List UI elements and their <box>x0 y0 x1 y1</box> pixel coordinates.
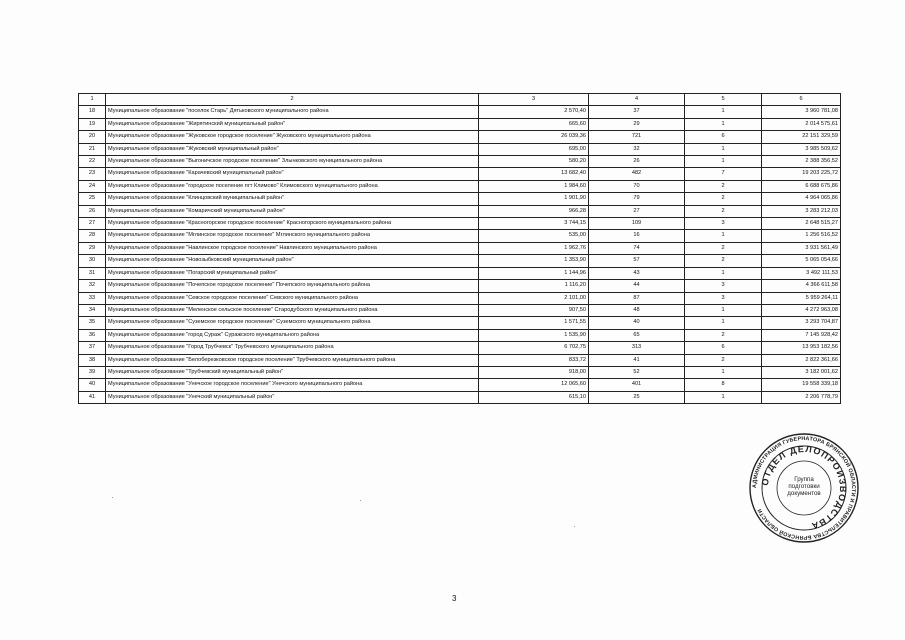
row-name-cell: Муниципальное образование "Мглинское городское поселение" Мглинского муниципального района <box>106 230 479 242</box>
row-count-cell: 32 <box>589 143 685 155</box>
row-area-cell: 12 065,60 <box>479 379 589 391</box>
row-number-cell: 32 <box>79 280 106 292</box>
row-count-cell: 70 <box>589 180 685 192</box>
header-cell-5: 5 <box>685 94 762 106</box>
row-name-cell: Муниципальное образование "поселок Старь" Дятьковского муниципального района <box>106 106 479 118</box>
row-area-cell: 1 901,90 <box>479 193 589 205</box>
header-cell-4: 4 <box>589 94 685 106</box>
row-count-cell: 482 <box>589 168 685 180</box>
row-number-cell: 24 <box>79 180 106 192</box>
page-number: 3 <box>452 594 457 603</box>
row-units-cell: 1 <box>685 106 762 118</box>
row-count-cell: 25 <box>589 391 685 403</box>
stamp-dept-text: ОТДЕЛ ДЕЛОПРОИЗВОДСТВА <box>759 443 849 532</box>
row-amount-cell: 5 065 054,66 <box>762 255 841 267</box>
row-count-cell: 48 <box>589 304 685 316</box>
row-amount-cell: 4 366 611,58 <box>762 280 841 292</box>
table-row <box>79 366 841 378</box>
row-amount-cell: 3 960 781,08 <box>762 106 841 118</box>
row-number-cell: 27 <box>79 218 106 230</box>
row-amount-cell: 3 492 111,53 <box>762 267 841 279</box>
row-number-cell: 35 <box>79 317 106 329</box>
row-units-cell: 1 <box>685 366 762 378</box>
row-name-cell: Муниципальное образование "Клинцовский муниципальный район" <box>106 193 479 205</box>
row-amount-cell: 13 953 182,56 <box>762 342 841 354</box>
row-count-cell: 79 <box>589 193 685 205</box>
row-name-cell: Муниципальное образование "Новозыбковский муниципальный район" <box>106 255 479 267</box>
row-name-cell: Муниципальное образование "Погарский муниципальный район" <box>106 267 479 279</box>
row-area-cell: 3 744,15 <box>479 218 589 230</box>
table-row <box>79 379 841 391</box>
row-amount-cell: 3 931 561,49 <box>762 242 841 254</box>
row-area-cell: 13 682,40 <box>479 168 589 180</box>
row-area-cell: 580,20 <box>479 156 589 168</box>
row-units-cell: 3 <box>685 292 762 304</box>
row-amount-cell: 3 985 509,62 <box>762 143 841 155</box>
row-name-cell: Муниципальное образование "Белоберезковское городское поселение" Трубчевского муниципального района <box>106 354 479 366</box>
row-count-cell: 87 <box>589 292 685 304</box>
row-name-cell: Муниципальное образование "Трубчевский муниципальный район" <box>106 366 479 378</box>
row-count-cell: 721 <box>589 131 685 143</box>
row-area-cell: 665,60 <box>479 118 589 130</box>
row-name-cell: Муниципальное образование "Город Трубчевск" Трубчевского муниципального района <box>106 342 479 354</box>
row-name-cell: Муниципальное образование "Выгоничское городское поселение" Злынковского муниципального района <box>106 156 479 168</box>
header-cell-2: 2 <box>106 94 479 106</box>
row-number-cell: 38 <box>79 354 106 366</box>
row-count-cell: 57 <box>589 255 685 267</box>
row-number-cell: 37 <box>79 342 106 354</box>
row-units-cell: 6 <box>685 342 762 354</box>
row-amount-cell: 2 822 361,66 <box>762 354 841 366</box>
row-count-cell: 41 <box>589 354 685 366</box>
row-amount-cell: 19 558 339,18 <box>762 379 841 391</box>
row-units-cell: 2 <box>685 180 762 192</box>
row-units-cell: 2 <box>685 193 762 205</box>
row-area-cell: 1 571,55 <box>479 317 589 329</box>
row-area-cell: 907,50 <box>479 304 589 316</box>
row-count-cell: 37 <box>589 106 685 118</box>
row-count-cell: 27 <box>589 205 685 217</box>
row-amount-cell: 2 648 515,27 <box>762 218 841 230</box>
table-row <box>79 230 841 242</box>
row-name-cell: Муниципальное образование "Карачевский муниципальный район" <box>106 168 479 180</box>
official-stamp <box>748 432 860 544</box>
row-units-cell: 7 <box>685 168 762 180</box>
row-amount-cell: 22 151 329,59 <box>762 131 841 143</box>
row-area-cell: 2 570,40 <box>479 106 589 118</box>
row-number-cell: 21 <box>79 143 106 155</box>
row-area-cell: 1 144,96 <box>479 267 589 279</box>
table-row <box>79 317 841 329</box>
header-cell-3: 3 <box>479 94 589 106</box>
row-amount-cell: 4 272 963,08 <box>762 304 841 316</box>
row-number-cell: 40 <box>79 379 106 391</box>
row-name-cell: Муниципальное образование "Комаричский муниципальный район" <box>106 205 479 217</box>
row-name-cell: Муниципальное образование "Суземское городское поселение" Суземского муниципального района <box>106 317 479 329</box>
row-count-cell: 16 <box>589 230 685 242</box>
row-units-cell: 3 <box>685 280 762 292</box>
row-units-cell: 2 <box>685 255 762 267</box>
row-name-cell: Муниципальное образование "Красногорское городское поселение" Красногорского муниципального района <box>106 218 479 230</box>
row-amount-cell: 2 388 356,52 <box>762 156 841 168</box>
row-number-cell: 30 <box>79 255 106 267</box>
table-row <box>79 267 841 279</box>
row-amount-cell: 6 688 675,86 <box>762 180 841 192</box>
row-units-cell: 2 <box>685 329 762 341</box>
row-count-cell: 74 <box>589 242 685 254</box>
row-amount-cell: 3 283 212,03 <box>762 205 841 217</box>
table-row <box>79 205 841 217</box>
row-amount-cell: 1 256 516,52 <box>762 230 841 242</box>
row-name-cell: Муниципальное образование "Жуковское городское поселение" Жуковского муниципального района <box>106 131 479 143</box>
table-row <box>79 193 841 205</box>
row-count-cell: 29 <box>589 118 685 130</box>
row-amount-cell: 2 014 575,61 <box>762 118 841 130</box>
header-cell-6: 6 <box>762 94 841 106</box>
stamp-ring-text: АДМИНИСТРАЦИЯ ГУБЕРНАТОРА БРЯНСКОЙ ОБЛАСТИ И ПРАВИТЕЛЬСТВА БРЯНСКОЙ ОБЛАСТИ <box>751 435 857 541</box>
row-amount-cell: 3 293 704,87 <box>762 317 841 329</box>
row-name-cell: Муниципальное образование "городское поселение пгт Климово" Климовского муниципального района <box>106 180 479 192</box>
row-name-cell: Муниципальное образование "Меленское сельское поселение" Стародубского муниципального района <box>106 304 479 316</box>
row-units-cell: 1 <box>685 143 762 155</box>
row-name-cell: Муниципальное образование "Жирятинский муниципальный район" <box>106 118 479 130</box>
row-number-cell: 20 <box>79 131 106 143</box>
table-row <box>79 118 841 130</box>
row-amount-cell: 19 203 225,72 <box>762 168 841 180</box>
row-name-cell: Муниципальное образование "Унечский муниципальный район" <box>106 391 479 403</box>
row-number-cell: 41 <box>79 391 106 403</box>
row-number-cell: 19 <box>79 118 106 130</box>
row-amount-cell: 4 964 065,86 <box>762 193 841 205</box>
table-row <box>79 168 841 180</box>
row-number-cell: 18 <box>79 106 106 118</box>
table-row <box>79 156 841 168</box>
row-count-cell: 109 <box>589 218 685 230</box>
table-row <box>79 218 841 230</box>
row-number-cell: 36 <box>79 329 106 341</box>
row-units-cell: 2 <box>685 242 762 254</box>
table-row <box>79 354 841 366</box>
table-row <box>79 143 841 155</box>
row-units-cell: 1 <box>685 156 762 168</box>
table-row <box>79 242 841 254</box>
row-units-cell: 1 <box>685 118 762 130</box>
row-units-cell: 1 <box>685 317 762 329</box>
row-area-cell: 615,10 <box>479 391 589 403</box>
table-row <box>79 304 841 316</box>
row-area-cell: 1 984,60 <box>479 180 589 192</box>
scan-speck <box>360 500 361 501</box>
scan-speck <box>112 497 113 498</box>
row-units-cell: 3 <box>685 218 762 230</box>
row-area-cell: 26 039,36 <box>479 131 589 143</box>
row-count-cell: 44 <box>589 280 685 292</box>
row-name-cell: Муниципальное образование "Унечское городское поселение" Унечского муниципального района <box>106 379 479 391</box>
row-area-cell: 2 101,00 <box>479 292 589 304</box>
row-area-cell: 1 535,90 <box>479 329 589 341</box>
table-header-row <box>79 94 841 106</box>
row-area-cell: 6 702,75 <box>479 342 589 354</box>
stamp-center-text: Группа подготовки документов <box>787 476 821 497</box>
row-units-cell: 8 <box>685 379 762 391</box>
row-number-cell: 29 <box>79 242 106 254</box>
row-count-cell: 52 <box>589 366 685 378</box>
row-count-cell: 26 <box>589 156 685 168</box>
row-amount-cell: 7 145 928,42 <box>762 329 841 341</box>
row-number-cell: 26 <box>79 205 106 217</box>
row-units-cell: 6 <box>685 131 762 143</box>
row-number-cell: 22 <box>79 156 106 168</box>
table-row <box>79 106 841 118</box>
row-count-cell: 43 <box>589 267 685 279</box>
table-row <box>79 391 841 403</box>
table-row <box>79 131 841 143</box>
row-number-cell: 28 <box>79 230 106 242</box>
table-row <box>79 342 841 354</box>
row-area-cell: 1 962,76 <box>479 242 589 254</box>
row-units-cell: 1 <box>685 230 762 242</box>
row-number-cell: 34 <box>79 304 106 316</box>
row-area-cell: 966,28 <box>479 205 589 217</box>
row-name-cell: Муниципальное образование "Почепское городское поселение" Почепского муниципального района <box>106 280 479 292</box>
row-units-cell: 1 <box>685 267 762 279</box>
row-amount-cell: 5 959 264,11 <box>762 292 841 304</box>
row-name-cell: Муниципальное образование "город Сураж" Суражского муниципального района <box>106 329 479 341</box>
row-area-cell: 695,00 <box>479 143 589 155</box>
row-units-cell: 1 <box>685 391 762 403</box>
row-count-cell: 40 <box>589 317 685 329</box>
row-area-cell: 918,00 <box>479 366 589 378</box>
row-number-cell: 39 <box>79 366 106 378</box>
row-area-cell: 833,72 <box>479 354 589 366</box>
table-row <box>79 255 841 267</box>
row-units-cell: 2 <box>685 354 762 366</box>
row-number-cell: 23 <box>79 168 106 180</box>
table-row <box>79 292 841 304</box>
table-row <box>79 180 841 192</box>
row-number-cell: 33 <box>79 292 106 304</box>
row-number-cell: 31 <box>79 267 106 279</box>
row-number-cell: 25 <box>79 193 106 205</box>
row-name-cell: Муниципальное образование "Жуковский муниципальный район" <box>106 143 479 155</box>
row-count-cell: 313 <box>589 342 685 354</box>
table-row <box>79 329 841 341</box>
table-body <box>79 94 841 404</box>
row-name-cell: Муниципальное образование "Севское городское поселение" Севского муниципального района <box>106 292 479 304</box>
row-units-cell: 2 <box>685 205 762 217</box>
row-area-cell: 1 116,20 <box>479 280 589 292</box>
row-amount-cell: 2 206 778,79 <box>762 391 841 403</box>
header-cell-1: 1 <box>79 94 106 106</box>
scan-speck <box>574 526 575 527</box>
row-amount-cell: 3 182 001,62 <box>762 366 841 378</box>
data-table <box>78 93 841 404</box>
row-count-cell: 401 <box>589 379 685 391</box>
row-area-cell: 1 353,90 <box>479 255 589 267</box>
row-units-cell: 1 <box>685 304 762 316</box>
row-count-cell: 65 <box>589 329 685 341</box>
table-row <box>79 280 841 292</box>
row-name-cell: Муниципальное образование "Навлинское городское поселение" Навлинского муниципального района <box>106 242 479 254</box>
row-area-cell: 535,00 <box>479 230 589 242</box>
